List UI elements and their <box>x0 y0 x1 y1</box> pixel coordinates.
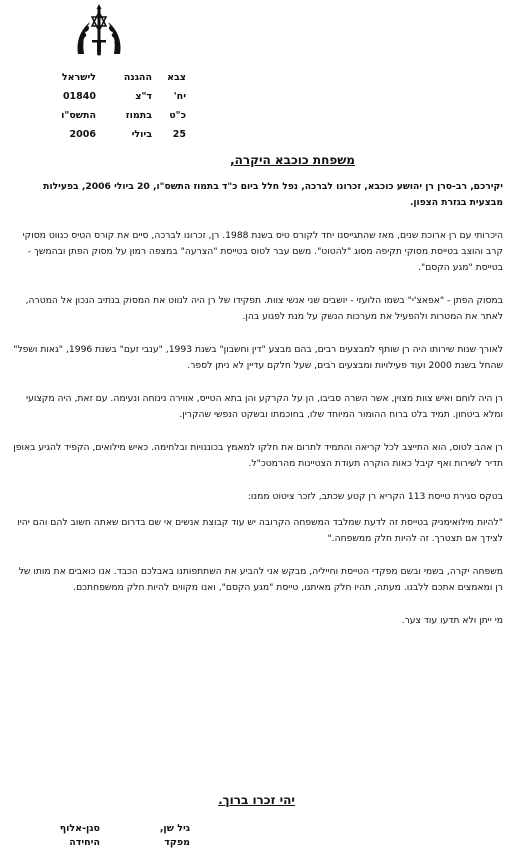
signatory-unit: היחידה <box>69 837 100 848</box>
signature-name-block <box>130 822 190 850</box>
paragraph-announcement: יקירכם, רב-סרן רן יהושע כוכבא, זכרונו לברכה, נפל חלל ביום כ"ד בתמוז התשס"ו, 20 ביולי 2006, בפעילות מבצעית בגזרת הצפון. <box>43 181 503 208</box>
salutation: משפחת כוכבא היקרה, <box>230 153 355 167</box>
paragraph-role: במסוק הפתן - "אפאצ'י" בשמו הלועזי - יושבים שני אנשי צוות. תפקידו של רן היה לנווט את המסוק בנתיב הנכון אל המטרה, לאתר את המטרות ולהפעיל את מערכות הנשק על מנת לפגוע בהן. <box>25 295 503 322</box>
paragraph-quote: "להיות מילואימניק בטייסת זה לדעת שמלבד המשפחה הקרובה יש עוד קבוצת אנשים אי שם בדרום שאתה חשוב להם והם יהיו לצידך אם תצטרך. זה להיות חלק ממשפחה." <box>17 517 503 544</box>
letter-header <box>30 68 186 144</box>
header-cell: 01840 <box>62 91 96 102</box>
paragraph-quote-intro: בטקס סגירת טייסת 113 הקריא רן קטע שכתב, לזכר ציטוט ממנו: <box>247 491 503 502</box>
header-cell: לישראל <box>61 72 96 83</box>
header-row <box>30 106 186 125</box>
closing-line: יהי זכרו ברוך. <box>218 793 295 807</box>
header-cell: ההגנה <box>123 72 152 83</box>
paragraph-character: רן היה לוחם ואיש צוות מצוין, אשר השרה סביבו, הן על הקרקע והן בתא הטייס, אווירה נינוחה ונעימה. עם זאת, היה מקצועי ומלא ביטחון. תמיד בלט ברוח ההומור המיוחד שלו, בחוכמתו ובשקט הנפשי שהקרין. <box>26 393 503 420</box>
signatory-rank: סגן-אלוף <box>59 823 100 834</box>
header-row <box>30 87 186 106</box>
paragraph-operations: לאורך שנות שירותו היה רן שותף למבצעים רבים, בהם מבצע "דין וחשבון" בשנת 1993, "ענבי זעם" בשנת 1996, "גאות ושפל" שהחל בשנת 2000 ועוד פעילויות ומבצעים רבים, שעל חלקם עדיין לא ניתן לספר. <box>13 344 503 371</box>
header-cell: ביולי <box>131 129 152 140</box>
paragraph-background: היכרותי עם רן ארוכת שנים, מאז שהתגייסנו יחד לקורס טיס בשנת 1988. רן, זכרונו לברכה, סיים את קורס הטיס כנווט מסוקי קרב והוצב בטייסת מסוקי תקיפה מסוג "להטוט". משם עבר לטוס בטייסת "הצרעה" במצפה רמון על מסוק הפתן ובהמשך - בטייסת "מגע הקסם". <box>22 230 503 273</box>
header-cell: 2006 <box>69 129 96 140</box>
idf-emblem-icon <box>72 4 126 56</box>
signature-rank-block <box>40 822 100 850</box>
paragraph-dedication: רן אהב לטוס, הוא התייצב לכל קריאה והתמיד לתרום את חלקו למאמץ בכוננויות ובלחימה. כאיש מילואים, הקפיד להגיע באופן תדיר לשירות ואף קיבל כאות הוקרה תעודת הצטיינות מהרמטכ"ל. <box>13 442 503 469</box>
header-row <box>30 68 186 87</box>
header-cell: צבא <box>167 72 186 83</box>
paragraph-wish: מי ייתן ולא תדעו עוד צער. <box>401 615 503 626</box>
signatory-role: מפקד <box>164 837 190 848</box>
header-cell: התשס"ו <box>61 110 96 121</box>
letter-body <box>13 179 503 646</box>
header-row <box>30 125 186 144</box>
header-cell: כ"ט <box>169 110 186 121</box>
header-cell: בתמוז <box>125 110 152 121</box>
header-cell: 25 <box>172 129 186 140</box>
header-cell: ד"צ <box>135 91 152 102</box>
signatory-name: גיל שן, <box>159 823 190 834</box>
paragraph-condolence: משפחה יקרה, בשמי ובשם מפקדי הטייסת וחייליה, מבקש אני להביע את השתתפותנו באבלכם הכבד. אנו כואבים את מותו של רן ומאמצים אתכם ללבנו. מעתה, תהיו חלק מאיתנו, טייסת "מגע הקסם", ואנו מקווים להיות חלק ממשפחתכם. <box>18 566 503 593</box>
header-cell: יח' <box>173 91 186 102</box>
